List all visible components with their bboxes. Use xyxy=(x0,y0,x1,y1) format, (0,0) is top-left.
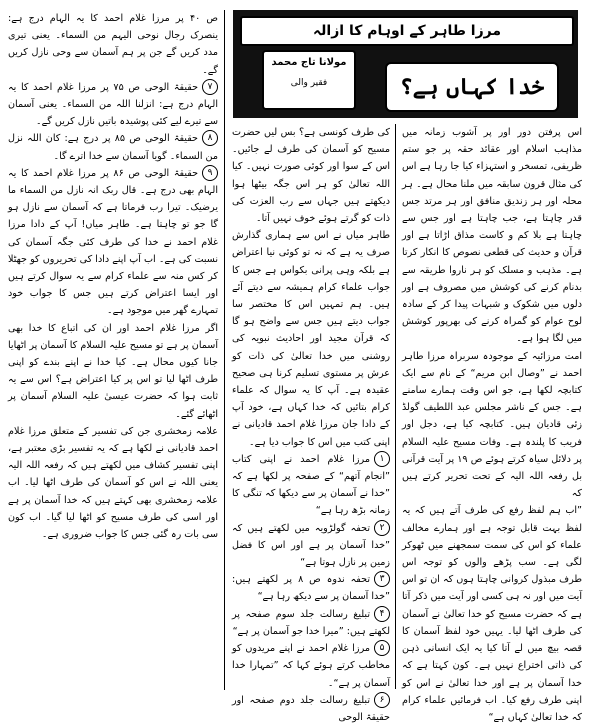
numbered-item xyxy=(232,520,390,572)
paragraph: کی طرف کونسی ہے؟ بس لیں حضرت مسیح کو آسمان کی طرف لے جائیں۔ اس کے سوا اور کوئی صورت نہیں۔ کیا اللہ تعالیٰ کو ہر اس جگہ بیٹھا ہوا دیکھتے ہیں جہاں سے رب العزت کی ذات کو گرتے ہوئے خوف نہیں آتا۔ xyxy=(232,127,390,225)
numbered-item xyxy=(232,640,390,692)
middle-column xyxy=(232,124,390,723)
numbered-item xyxy=(232,692,390,726)
paragraph: علامہ زمخشری جن کی تفسیر کے متعلق مرزا غلام احمد قادیانی نے لکھا ہے کہ یہ تفسیر بڑی معتبر ہے، اپنی تفسیر کشاف میں لکھتے ہیں کہ رفعہ اللہ الیہ یعنی اللہ نے اس کو آسمان کی طرف اٹھا لیا۔ اب علامہ زمخشری بھی کہتے ہیں کہ خدا آسمان پر ہے اور اسی کی طرف مسیح کو اٹھا لیا گیا۔ اب کون سی بات رہ گئی جس کا جواب ضروری ہے۔ xyxy=(8,425,218,541)
numbered-item xyxy=(232,571,390,605)
item-number: ۱ xyxy=(374,451,390,467)
item-text: تبلیغ رسالت جلد سوم صفحہ پر لکھتے ہیں: ”میرا خدا جو آسمان پر ہے“ xyxy=(232,608,390,637)
author-byline xyxy=(262,50,356,110)
column-divider xyxy=(224,10,225,690)
item-number: ۵ xyxy=(374,640,390,656)
numbered-item xyxy=(232,606,390,640)
paragraph: اگر مرزا غلام احمد اور ان کی اتباع کا خدا بھی آسمان پر ہے تو مسیح علیہ السلام کا آسمان پر اٹھایا جانا کیوں محال ہے۔ کیا خدا نے اپنے بندے کو اپنی طرف اٹھا لیا تو اس پر کیا اعتراض ہے؟ اس سے یہ ثابت ہوا کہ حضرت عیسیٰ علیہ السلام آسمان پر اٹھائے گئے۔ xyxy=(8,322,218,420)
item-number: ۶ xyxy=(374,692,390,708)
item-number: ۲ xyxy=(374,520,390,536)
item-text: مرزا غلام احمد نے اپنے مریدوں کو مخاطب کرتے ہوئے کہا کہ ”تمہارا خدا آسمان پر ہے“۔ xyxy=(232,643,390,689)
paragraph: طاہر میاں نے اس سے ہماری گذارش صرف یہ ہے کہ نہ تو کوئی نیا اعتراض ہے بلکہ وہی پرانی بکواس ہے جس کا جواب علماء کرام ہمیشہ سے دیتے آئے ہیں۔ ہم تمہیں اس کا مختصر سا جواب دیتے ہیں جس سے واضح ہو گا کہ قرآن مجید اور احادیث نبویہ کی روشنی میں خدا تعالیٰ کی ذات کو عرش پر مستوی تسلیم کرنا ہی صحیح عقیدہ ہے۔ آپ کا یہ سوال کہ علماء کرام بتائیں کہ خدا کہاں ہے، خود آپ کے دادا جان مرزا غلام احمد قادیانی نے اپنی کتب میں اس کا جواب دیا ہے۔ xyxy=(232,230,390,448)
item-text: حقیقۃ الوحی ص ۸۶ پر مرزا غلام احمد کا یہ الہام بھی درج ہے۔ قال ربک انہ نازل من السماء ما یرضیک۔ تیرا رب فرماتا ہے کہ آسمان سے نازل ہو گا جو تو چاہتا ہے۔ طاہر میاں! آپ کے دادا مرزا غلام احمد نے خدا کی طرف کئی جگہ آسمان کی نسبت کی ہے۔ اب آپ اپنے دادا کی تحریروں کو جھٹلا کر کس منہ سے علماء کرام سے یہ سوال کرتے ہیں اور ایسا اعتراض کرتے ہیں جس کا جواب خود تمہارے گھر میں موجود ہے۔ xyxy=(8,167,218,317)
paragraph: اس پرفتن دور اور پر آشوب زمانہ میں مذاہب اسلام اور عقائد حقہ پر جو ستم ظریفی، تمسخر و استہزاء کیا جا رہا ہے اس کی مثال قرون سابقہ میں ملنا محال ہے۔ ہر محلہ اور ہر زندیق منافق اور ہر مرتد جس قدر چاہتا ہے، جب چاہتا ہے اور جس سے چاہتا ہے بلا کم و کاست مذاق اڑاتا ہے اور قرآن و حدیث کی قطعی نصوص کا انکار کرتا ہے۔ مذہب و مسلک کو ہر ناروا طریقہ سے بدنام کرنے کی کوشش میں مصروف ہے اور دلوں میں شکوک و شبہات پیدا کر کے سادہ لوح عوام کو گمراہ کرنے کی بھرپور کوشش میں لگا ہوا ہے۔ xyxy=(402,127,582,345)
numbered-item xyxy=(8,130,218,164)
paragraph: امت مرزائیہ کے موجودہ سربراہ مرزا طاہر احمد نے ”وصال ابن مریم“ کے نام سے ایک کتابچہ لکھا ہے، جو اس وقت ہمارے سامنے ہے۔ جس کے ناشر مجلس عبد اللطیف گولڈ زئی قادیان ہیں۔ کتابچہ کیا ہے، دجل اور فریب کا پلندہ ہے۔ وفات مسیح علیہ السلام پر دلائل سیاہ کرتے ہوئے ص ۱۹ پر آیت قرآنی بل رفعہ اللہ الیہ کے تحت تحریر کرتے ہیں کہ xyxy=(402,350,582,500)
series-title: مرزا طاہر کے اوہام کا ازالہ xyxy=(240,16,574,46)
item-text: مرزا غلام احمد نے اپنی کتاب ”انجام آتھم“ کے صفحہ پر لکھا ہے کہ ”خدا نے آسمان پر سے دیکھا کہ تنگی کا زمانہ بڑھ رہا ہے“ xyxy=(232,453,390,517)
author-place: فقیر والی xyxy=(290,78,328,88)
item-text: حقیقۃ الوحی ص ۷۵ پر مرزا غلام احمد کا یہ الہام درج ہے: انزلنا اللہ من السماء۔ یعنی آسمان سے تیرے لیے کئی پوشیدہ باتیں نازل کریں گے۔ xyxy=(8,81,218,128)
item-number: ۷ xyxy=(202,79,218,95)
author-name: مولانا تاج محمد xyxy=(271,57,347,68)
column-divider xyxy=(395,124,396,689)
item-number: ۹ xyxy=(202,165,218,181)
left-column xyxy=(8,10,218,690)
item-text: حقیقۃ الوحی ص ۸۵ پر درج ہے: کان اللہ نزل من السماء۔ گویا آسمان سے خدا اترے گا۔ xyxy=(8,133,218,162)
paragraph: ص ۴۰ پر مرزا غلام احمد کا یہ الہام درج ہے: ینصرک رجال نوحی الیہم من السماء۔ یعنی تیری مدد کریں گے جن پر ہم آسمان سے وحی نازل کریں گے۔ xyxy=(8,13,218,76)
numbered-item xyxy=(232,451,390,520)
item-text: تحفہ گولڑویہ میں لکھتے ہیں کہ ”خدا آسمان پر ہے اور اس کا فضل زمین پر نازل ہوتا ہے“ xyxy=(232,522,390,569)
right-column xyxy=(402,124,582,723)
article-headline: خدا کہاں ہے؟ xyxy=(385,62,559,112)
quote-paragraph: ”اب ہم لفظ رفع کی طرف آتے ہیں کہ یہ لفظ بہت قابل توجہ ہے اور ہمارے مخالف علماء کو اس کی سمت سمجھنے میں ٹھوکر لگی ہے۔ سب پڑھے والوں کو توجہ اس طرف مبذول کروانی چاہتا ہوں کہ ان تو اس آیت میں اور نہ ہی کسی اور آیت میں ذکر آتا ہے کہ حضرت مسیح کو خدا تعالیٰ نے آسمان کی طرف اٹھا لیا۔ یہیں خود لفظ آسمان کا قصہ بیچ میں لے آتا کیا یہ ایک انسانی ذہن کی ذاتی اختراع نہیں ہے۔ کون کہتا ہے کہ خدا آسمان پر ہے اور خدا تعالیٰ نے اس کو اپنی طرف رفع کیا۔ اب فرمائیں علماء کرام کہ خدا تعالیٰ کہاں ہے“ xyxy=(402,505,582,723)
item-text: تحفہ ندوہ ص ۸ پر لکھتے ہیں: ”خدا آسمان پر سے دیکھ رہا ہے“ xyxy=(232,574,390,603)
numbered-item xyxy=(8,165,218,320)
item-number: ۸ xyxy=(202,130,218,146)
item-text: تبلیغ رسالت جلد دوم صفحہ اور حقیقۃ الوحی xyxy=(232,694,390,723)
item-number: ۴ xyxy=(374,606,390,622)
numbered-item xyxy=(8,79,218,131)
item-number: ۳ xyxy=(374,571,390,587)
